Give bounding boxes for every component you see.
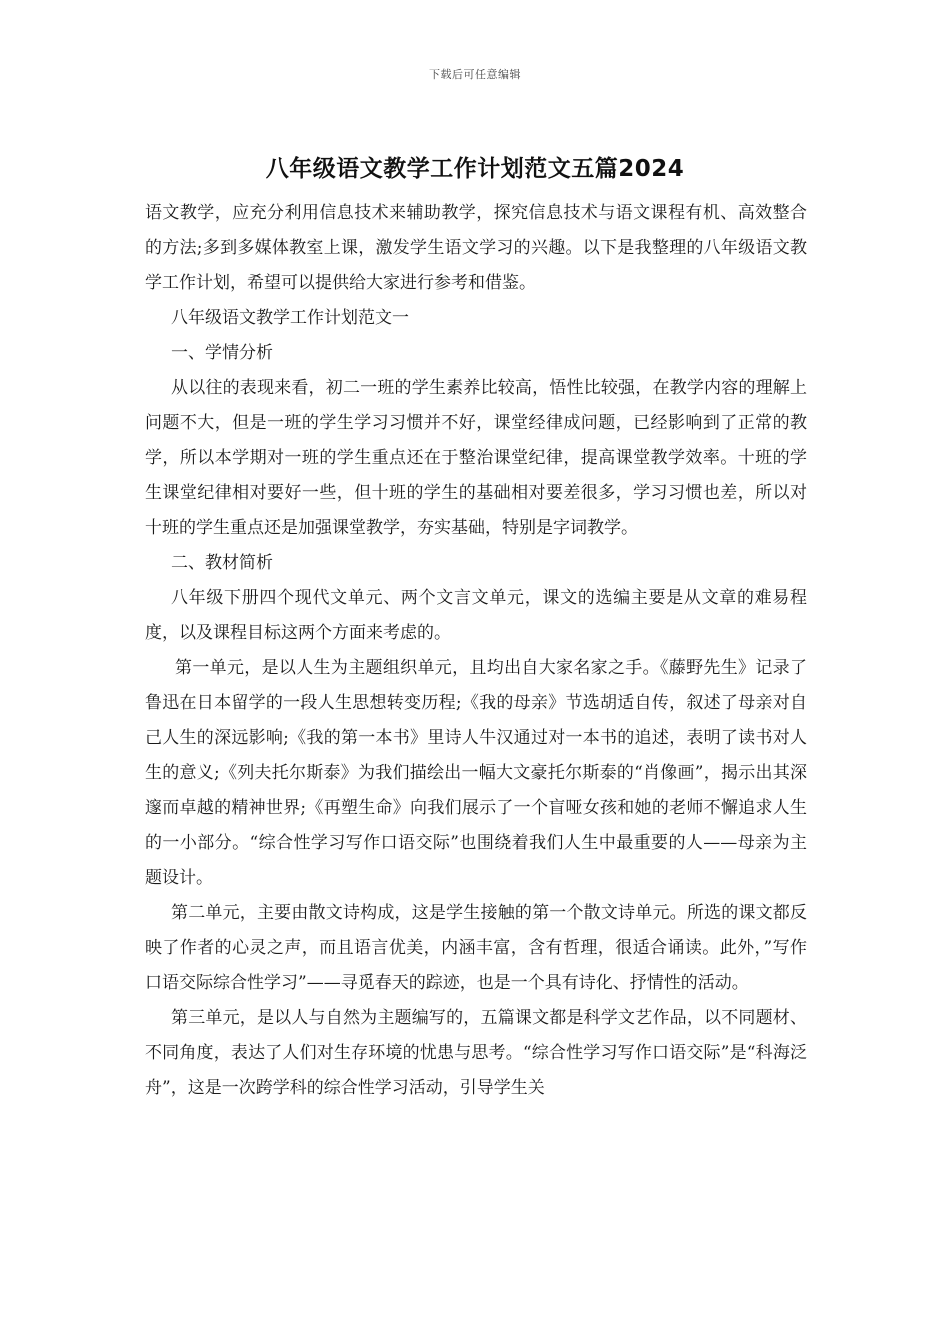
intro-paragraph: 语文教学，应充分利用信息技术来辅助教学，探究信息技术与语文课程有机、高效整合的方法;多到多媒体教室上课，激发学生语文学习的兴趣。以下是我整理的八年级语文教学工作计划，希望可以提供给大家进行参考和借鉴。 [145,203,807,293]
unit-three-paragraph: 第三单元，是以人与自然为主题编写的，五篇课文都是科学文艺作品，以不同题材、不同角度，表达了人们对生存环境的忧患与思考。“综合性学习写作口语交际”是“科海泛舟”，这是一次跨学科的综合性学习活动，引导学生关 [145,1008,807,1098]
textbook-overview-paragraph: 八年级下册四个现代文单元、两个文言文单元，课文的选编主要是从文章的难易程度，以及课程目标这两个方面来考虑的。 [145,588,807,643]
learning-analysis-paragraph: 从以往的表现来看，初二一班的学生素养比较高，悟性比较强，在教学内容的理解上问题不大，但是一班的学生学习习惯并不好，课堂经律成问题，已经影响到了正常的教学，所以本学期对一班的学生重点还在于整治课堂纪律，提高课堂教学效率。十班的学生课堂纪律相对要好一些，但十班的学生的基础相对要差很多，学习习惯也差，所以对十班的学生重点还是加强课堂教学，夯实基础，特别是字词教学。 [145,378,807,538]
section-heading-plan-one: 八年级语文教学工作计划范文一 [171,308,409,328]
document-title: 八年级语文教学工作计划范文五篇2024 [265,156,685,182]
unit-two-paragraph: 第二单元，主要由散文诗构成，这是学生接触的第一个散文诗单元。所选的课文都反映了作者的心灵之声，而且语言优美，内涵丰富，含有哲理，很适合诵读。此外，”写作口语交际综合性学习”——寻觅春天的踪迹，也是一个具有诗化、抒情性的活动。 [145,903,807,993]
document-body [145,196,807,1106]
section-heading-textbook-analysis: 二、教材简析 [171,553,273,573]
header-note: 下载后可任意编辑 [429,68,521,81]
section-heading-learning-analysis: 一、学情分析 [171,343,273,363]
unit-one-paragraph: 第一单元，是以人生为主题组织单元，且均出自大家名家之手。《藤野先生》记录了鲁迅在日本留学的一段人生思想转变历程;《我的母亲》节选胡适自传，叙述了母亲对自己人生的深远影响;《我的第一本书》里诗人牛汉通过对一本书的追述，表明了读书对人生的意义;《列夫托尔斯泰》为我们描绘出一幅大文豪托尔斯泰的“肖像画”，揭示出其深邃而卓越的精神世界;《再塑生命》向我们展示了一个盲哑女孩和她的老师不懈追求人生的一小部分。“综合性学习写作口语交际”也围绕着我们人生中最重要的人——母亲为主题设计。 [145,658,807,888]
